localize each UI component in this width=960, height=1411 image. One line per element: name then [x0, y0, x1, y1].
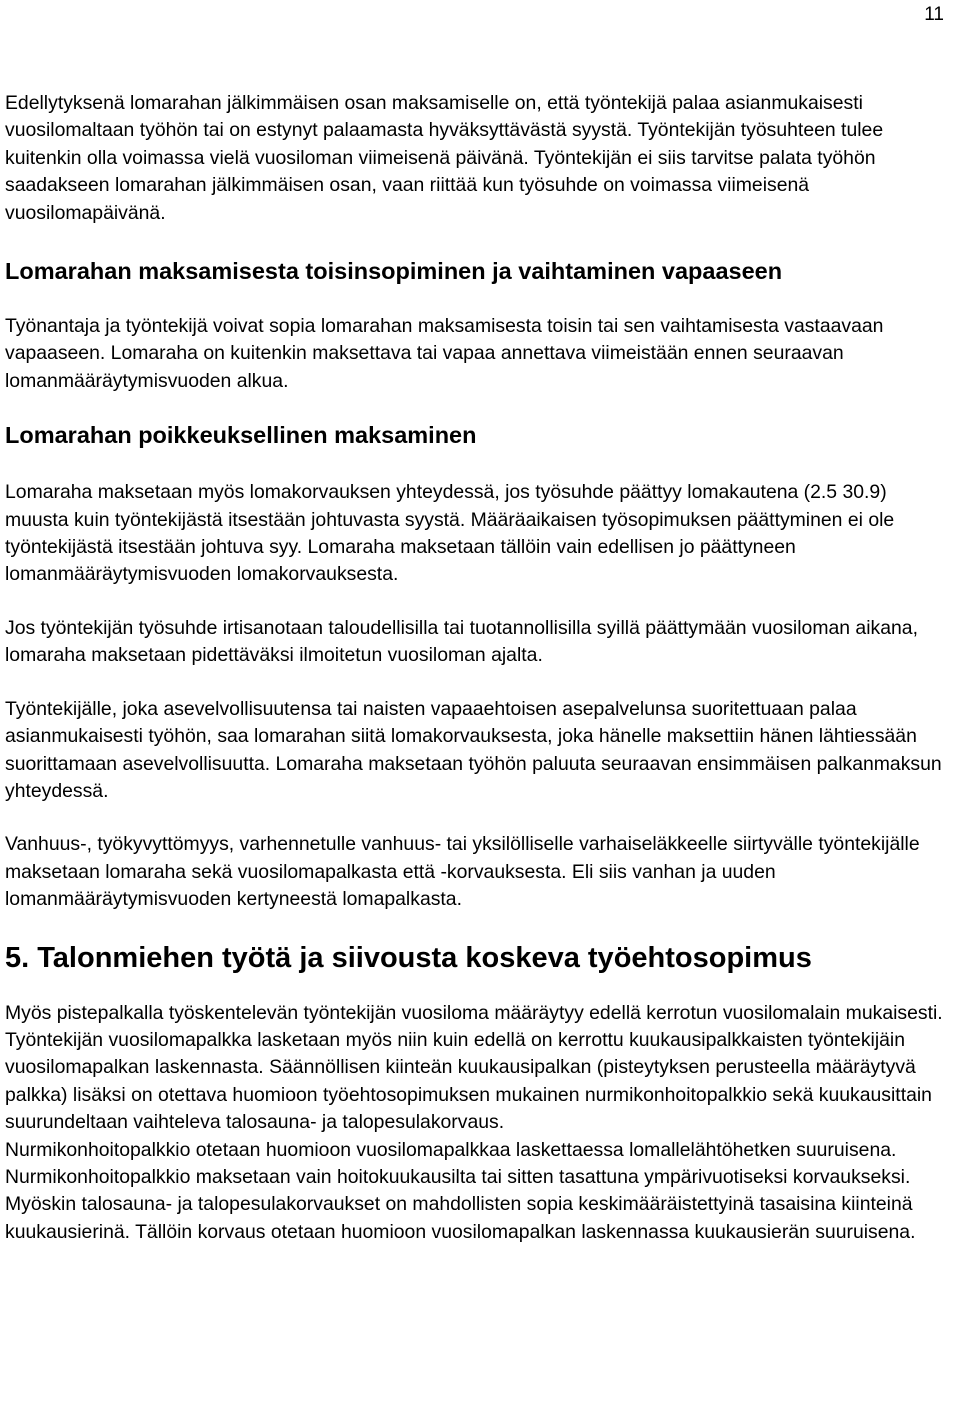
paragraph-holiday-pay-calculation: Työntekijän vuosilomapalkka lasketaan myös niin kuin edellä on kerrottu kuukausipalkkaisten työntekijäin vuosilomapalkan laskennasta. Säännöllisen kiinteän kuukausipalkan (pisteytyksen perusteella määräytyvä palkka) lisäksi on otettava huomioon työehtosopimuksen mukainen nurmikonhoitopalkkio sekä kuukausittain suurundeltaan vaihteleva talosauna- ja talopesulakorvaus.: [5, 1028, 932, 1134]
page-number: 11: [924, 4, 944, 25]
paragraph-sauna-laundry: Myöskin talosauna- ja talopesulakorvaukset on mahdollisten sopia keskimääräistettyinä tasaisina kiinteinä kuukausierinä. Tällöin korvaus otetaan huomioon vuosilomapalkan laskennassa kuukausierän suuruisena.: [5, 1193, 916, 1243]
paragraph-holiday-bonus-condition: Edellytyksenä lomarahan jälkimmäisen osan maksamiselle on, että työntekijä palaa asianmukaisesti vuosilomaltaan työhön tai on estynyt palaamasta hyväksyttävästä syystä. Työntekijän työsuhteen tulee kuitenkin olla voimassa vielä vuosiloman viimeisenä päivänä. Työntekijän ei siis tarvitse palata työhön saadakseen lomarahan jälkimmäisen osan, vaan riittää kun työsuhde on voimassa viimeisenä vuosilomapäivänä.: [5, 92, 884, 224]
paragraph-retirement: Vanhuus-, työkyvyttömyys, varhennetulle vanhuus- tai yksilölliselle varhaiseläkkeelle siirtyvälle työntekijälle maksetaan lomaraha sekä vuosilomapalkasta että -korvauksesta. Eli siis vanhan ja uuden lomanmääräytymisvuoden kertyneestä lomapalkasta.: [5, 833, 920, 911]
paragraph-exceptional-payment: Lomaraha maksetaan myös lomakorvauksen yhteydessä, jos työsuhde päättyy lomakautena (2.5 30.9) muusta kuin työntekijästä itsestään johtuvasta syystä. Määräaikaisen työsopimuksen päättyminen ei ole työntekijästä itsestään johtuva syy. Lomaraha maksetaan tällöin vain edellisen jo päättyneen lomanmääräytymisvuoden lomakorvauksesta.: [5, 481, 895, 586]
heading-exceptional-payment: Lomarahan poikkeuksellinen maksaminen: [5, 422, 477, 449]
paragraph-bonus-exchange: Työnantaja ja työntekijä voivat sopia lomarahan maksamisesta toisin tai sen vaihtamisesta vastaavaan vapaaseen. Lomaraha on kuitenkin maksettava tai vapaa annettava viimeistään ennen seuraavan lomanmääräytymisvuoden alkua.: [5, 315, 884, 392]
paragraph-lawn-care-fee: Nurmikonhoitopalkkio otetaan huomioon vuosilomapalkkaa laskettaessa lomallelähtöhetken suuruisena. Nurmikonhoitopalkkio maksetaan vain hoitokuukausilta tai sitten tasattuna ympärivuotiseksi korvaukseksi.: [5, 1138, 911, 1188]
paragraph-point-pay: Myös pistepalkalla työskentelevän työntekijän vuosiloma määräytyy edellä kerrotun vuosilomalain mukaisesti.: [5, 1001, 943, 1024]
paragraph-military-service: Työntekijälle, joka asevelvollisuutensa tai naisten vapaaehtoisen asepalvelunsa suoritettuaan palaa asianmukaisesti työhön, saa lomarahan siitä lomakorvauksesta, joka hänelle maksettiin hänen lähtiessään suorittamaan asevelvollisuutta. Lomaraha maksetaan työhön paluuta seuraavan ensimmäisen palkanmaksun yhteydessä.: [5, 697, 942, 802]
paragraph-dismissal: Jos työntekijän työsuhde irtisanotaan taloudellisilla tai tuotannollisilla syillä päättymään vuosiloman aikana, lomaraha maksetaan pidettäväksi ilmoitetun vuosiloman ajalta.: [5, 616, 918, 667]
heading-bonus-exchange: Lomarahan maksamisesta toisinsopiminen ja vaihtaminen vapaaseen: [5, 258, 783, 285]
document-body: [5, 90, 955, 1246]
section-5-title: 5. Talonmiehen työtä ja siivousta koskeva työehtosopimus: [5, 941, 812, 974]
